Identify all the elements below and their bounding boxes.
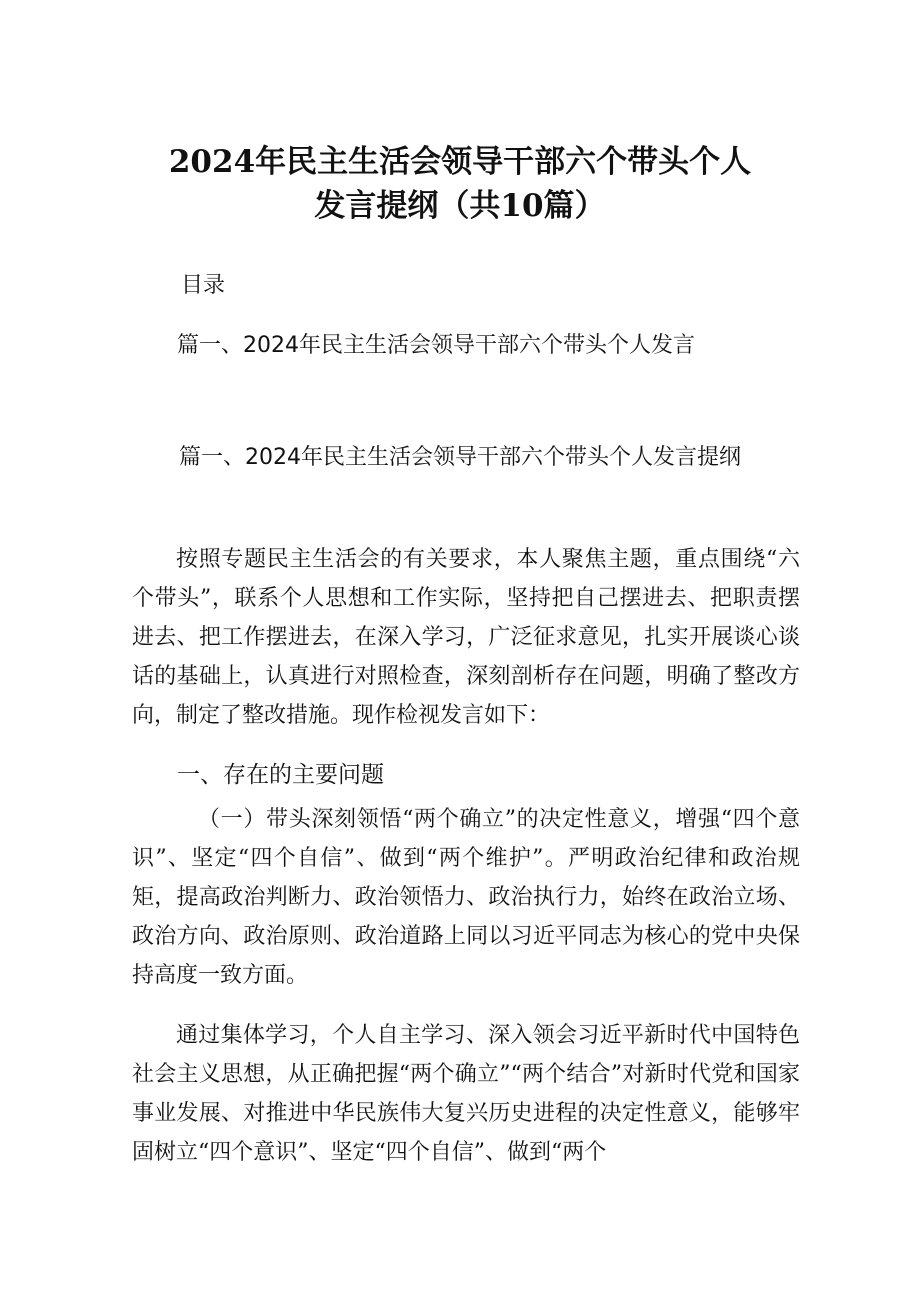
- toc-label: 目录: [181, 273, 226, 298]
- title-line-1: 2024年民主生活会领导干部六个带头个人: [168, 144, 752, 180]
- paragraph-item-1: （一）带头深刻领悟“两个确立”的决定性意义，增强“四个意识”、坚定“四个自信”、做到“两个维护”。严明政治纪律和政治规矩，提高政治判断力、政治领悟力、政治执行力，始终在政治立场、政治方向、政治原则、政治道路上同以习近平同志为核心的党中央保持高度一致方面。: [132, 807, 800, 988]
- section-heading: 篇一、2024年民主生活会领导干部六个带头个人发言提纲: [179, 445, 741, 470]
- toc-item-1[interactable]: 篇一、2024年民主生活会领导干部六个带头个人发言: [177, 333, 695, 358]
- paragraph-intro: 按照专题民主生活会的有关要求，本人聚焦主题，重点围绕“六个带头”，联系个人思想和工作实际，坚持把自己摆进去、把职责摆进去、把工作摆进去，在深入学习，广泛征求意见，扎实开展谈心谈话的基础上，认真进行对照检查，深刻剖析存在问题，明确了整改方向，制定了整改措施。现作检视发言如下：: [132, 547, 800, 728]
- title-line-2: 发言提纲（共10篇）: [314, 188, 606, 224]
- paragraph-body: 通过集体学习，个人自主学习、深入领会习近平新时代中国特色社会主义思想，从正确把握“两个确立”“两个结合”对新时代党和国家事业发展、对推进中华民族伟大复兴历史进程的决定性意义，能够牢固树立“四个意识”、坚定“四个自信”、做到“两个: [132, 1023, 800, 1165]
- document-title: [0, 140, 920, 228]
- heading-main-problems: 一、存在的主要问题: [177, 762, 384, 788]
